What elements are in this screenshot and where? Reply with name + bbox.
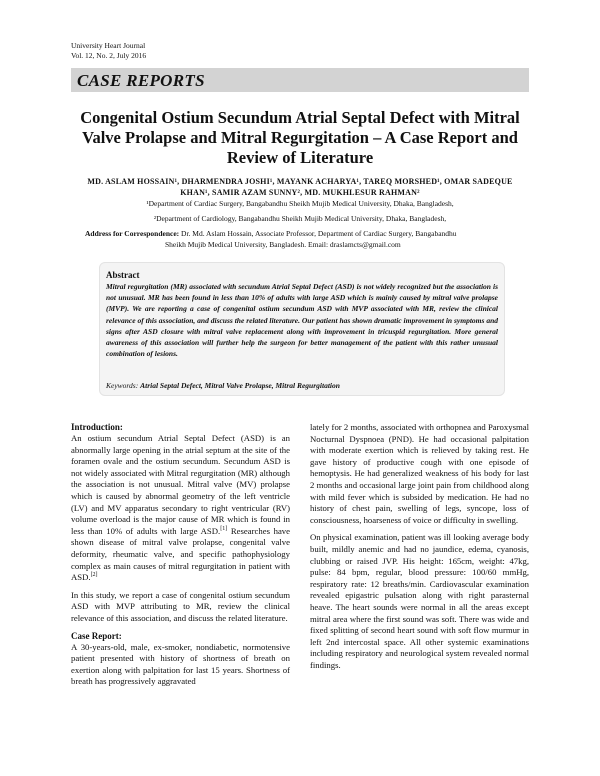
introduction-paragraph-2: In this study, we report a case of congenital ostium secundum ASD with MVP attributing to MR, review the clinical relevance of this association, and discuss the related literature. (71, 589, 290, 623)
citation-1: [1] (220, 525, 228, 532)
physical-exam-paragraph: On physical examination, patient was ill looking average body built, mildly anemic and had no jaundice, edema, cyanosis, clubbing or raised JVP. His height: 165cm, weight: 47kg, pulse: 84 bpm, regular, blood pressure: 100/60 mmHg, respiratory rate: 12 breaths/min. Cardiovascular examination revealed epigastric pulsation along with right parasternal heave. The heart sounds were normal in all the areas except mitral area where the first sound was soft. There was wide and fixed splitting of second heart sound with soft flow murmur in left 2nd intercostal space. All other systemic examinations including respiratory and neurological system revealed normal findings. (310, 532, 529, 670)
left-column (71, 422, 290, 694)
affiliation-1: ¹Department of Cardiac Surgery, Bangabandhu Sheikh Mujib Medical University, Dhaka, Bangladesh, (146, 199, 454, 208)
correspondence-label: Address for Correspondence: (85, 229, 180, 238)
abstract-heading: Abstract (106, 270, 140, 280)
author-list: MD. ASLAM HOSSAIN¹, DHARMENDRA JOSHI¹, MAYANK ACHARYA¹, TAREQ MORSHED¹, OMAR SADEQUE KHAN¹, SAMIR AZAM SUNNY², MD. MUKHLESUR RAHMAN² (87, 177, 513, 197)
article-title: Congenital Ostium Secundum Atrial Septal Defect with Mitral Valve Prolapse and Mitral Regurgitation – A Case Report and Review of Literature (80, 108, 520, 167)
citation-2: [2] (90, 572, 98, 579)
right-column (310, 422, 529, 677)
abstract-text: Mitral regurgitation (MR) associated with secundum Atrial Septal Defect (ASD) is not widely recognized but the association is not unusual. MR has been found in less than 10% of adults with large ASD which is mainly caused by mitral valve prolapse (MVP). We are reporting a case of congenital ostium secundum ASD with MVP associated with MR, review the clinical relevance of this association, and discuss the related literature. Our patient has shown dramatic improvement in symptoms and signs after ASD closure with mitral valve replacement along with improvement in tricuspid regurgitation. More general awareness of this association will further help the surgeon for better management of the patient with this rather unusual combination of lesions. (106, 282, 498, 359)
affiliation-2: ²Department of Cardiology, Bangabandhu Sheikh Mujib Medical University, Dhaka, Bangladesh, (153, 214, 447, 223)
keywords-values: Atrial Septal Defect, Mitral Valve Prolapse, Mitral Regurgitation (140, 381, 340, 390)
case-report-paragraph-2: lately for 2 months, associated with orthopnea and Paroxysmal Nocturnal Dyspnoea (PND). He had occasional palpitation with moderate exertion which is relieved by taking rest. He gave history of productive cough with one episode of hemoptysis. He had generalized weakness of his body for last 2 months and occasional large joint pain from childhood along with mild fever which is subsided by medication. He had no history of chest pain, swelling of legs, syncope, loss of consciousness, hoarseness of voice or difficulty in swelling. (310, 422, 529, 525)
correspondence-line-1: Dr. Md. Aslam Hossain, Associate Professor, Department of Cardiac Surgery, Bangabandhu (181, 229, 457, 238)
case-report-heading: Case Report: (71, 630, 122, 641)
journal-header (71, 41, 146, 61)
correspondence-address (85, 228, 525, 250)
case-report-paragraph-1: A 30-years-old, male, ex-smoker, nondiabetic, normotensive patient presented with history of shortness of breath on exertion along with palpitation for last 15 years. Shortness of breath has progressively aggravated (71, 641, 290, 687)
keywords-line (106, 381, 340, 390)
journal-name: University Heart Journal (71, 41, 146, 50)
section-banner-label: CASE REPORTS (77, 71, 205, 90)
journal-issue: Vol. 12, No. 2, July 2016 (71, 51, 147, 60)
introduction-paragraph-1: An ostium secundum Atrial Septal Defect (ASD) is an abnormally large opening in the atrial septum at the site of the foramen ovale and the ostium secundum. Secundum ASD is not widely associated with Mitral regurgitation (MR) although the association is not unusual. Mitral valve (MV) prolapse which is caused by abnormal geometry of the left ventricle (LV) and MV apparatus secondary to right ventricular (RV) volume overload is the major cause of MR which is found in less than 10% of adults with large ASD.[1] Researches have shown disease of mitral valve prolapse, congenital valve deformity, rheumatic valve, and specific pathophysiology complex as main causes of mitral regurgitation in patient with ASD.[2] (71, 433, 290, 583)
section-banner (71, 68, 529, 92)
keywords-label: Keywords: (106, 381, 139, 390)
introduction-heading: Introduction: (71, 422, 123, 432)
correspondence-line-2: Sheikh Mujib Medical University, Bangladesh. Email: draslamcts@gmail.com (165, 240, 401, 249)
